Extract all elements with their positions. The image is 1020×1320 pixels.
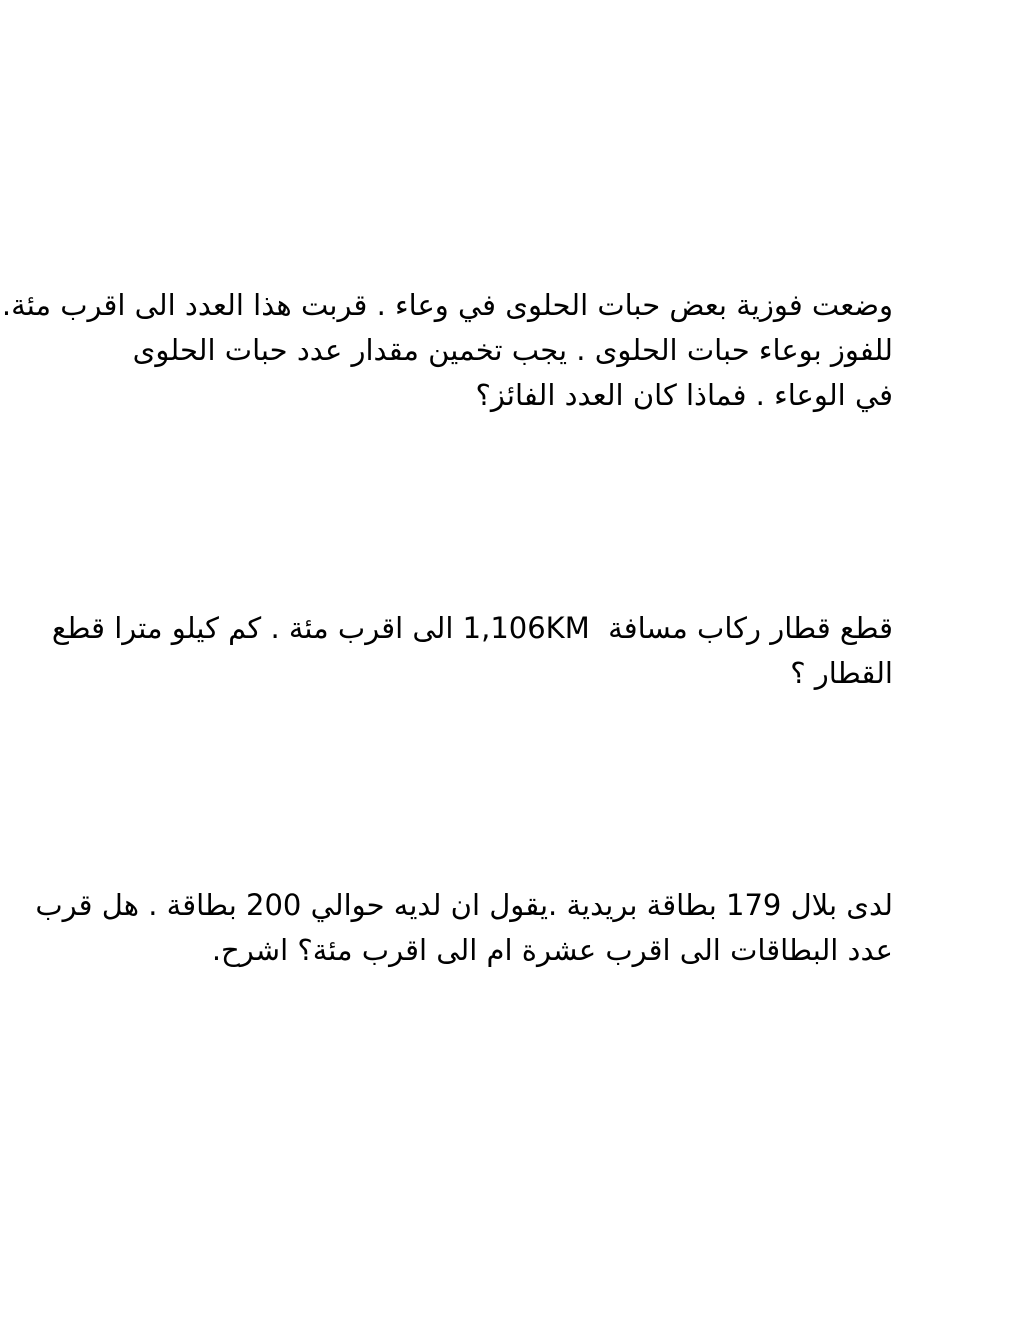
problem-postcards [35, 883, 893, 973]
problem-text-line: عدد البطاقات الى اقرب عشرة ام الى اقرب مئة؟ اشرح. [211, 933, 893, 967]
problem-text-line: قطع قطار ركاب مسافة 1,106KM الى اقرب مئة . كم كيلو مترا قطع [51, 611, 893, 645]
problem-text-line: للفوز بوعاء حبات الحلوى . يجب تخمين مقدار عدد حبات الحلوى [132, 333, 893, 367]
problem-text-line: القطار ؟ [790, 656, 893, 690]
problem-train-distance [51, 606, 893, 696]
problem-text-line: في الوعاء . فماذا كان العدد الفائز؟ [475, 378, 893, 412]
problem-text-line: وضعت فوزية بعض حبات الحلوى في وعاء . قربت هذا العدد الى اقرب مئة. [1, 288, 893, 322]
problem-candy-jar [1, 283, 893, 418]
problem-text-line: لدى بلال 179 بطاقة بريدية .يقول ان لديه حوالي 200 بطاقة . هل قرب [35, 888, 893, 922]
